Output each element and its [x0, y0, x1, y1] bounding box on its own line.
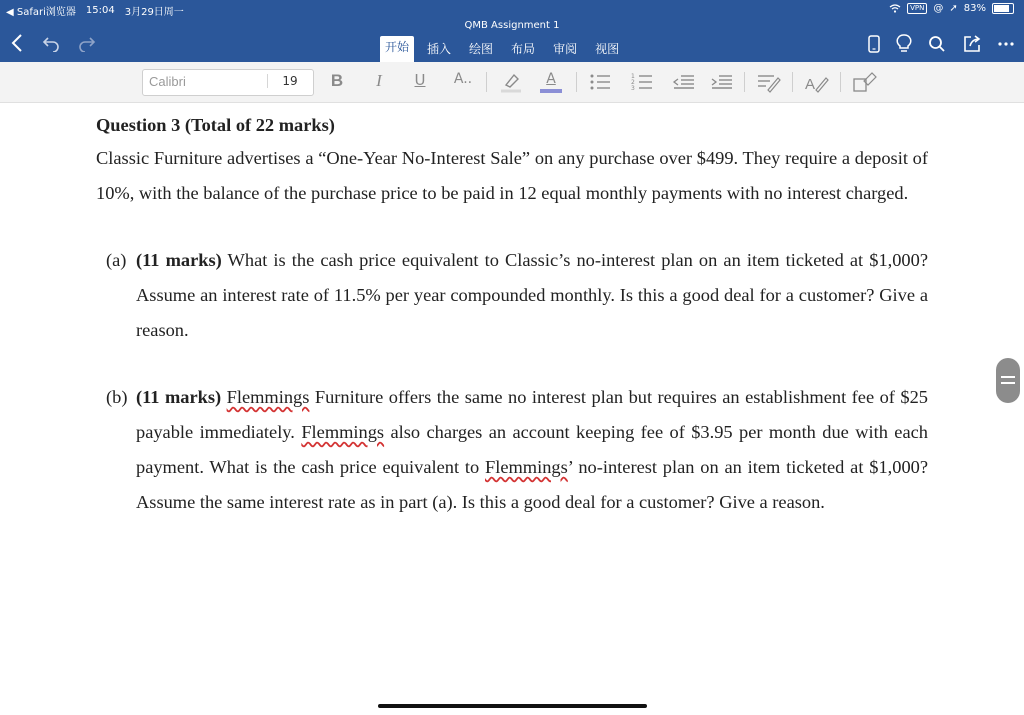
back-to-app-link[interactable]: ◀ Safari浏览器	[6, 7, 76, 18]
italic-button[interactable]: I	[376, 71, 382, 90]
spelling-flag[interactable]: Flemmings	[485, 457, 568, 477]
numbered-list-icon[interactable]	[630, 71, 654, 93]
text-styles-icon[interactable]	[804, 71, 830, 93]
svg-text:3: 3	[631, 85, 635, 92]
phone-layout-icon[interactable]	[868, 35, 880, 53]
tab-draw[interactable]: 绘图	[469, 42, 494, 56]
svg-text:A: A	[805, 76, 816, 93]
status-bar	[0, 0, 1024, 20]
part-a-text: What is the cash price equivalent to Classic’s no-interest plan on an item ticketed at $1,000? Assume an interest rate of 11.5% per year compounded monthly. Is this a good deal for a customer? Give a reason.	[136, 250, 928, 340]
tab-review[interactable]: 审阅	[553, 42, 578, 56]
font-size-field[interactable]: 19	[267, 74, 312, 88]
increase-indent-icon[interactable]	[710, 71, 734, 93]
app-header	[0, 0, 1024, 62]
undo-icon[interactable]	[42, 34, 60, 52]
part-b-text: Furniture offers the same no interest plan but requires an establishment fee of $25 payable immediately.	[136, 387, 928, 442]
font-color-button[interactable]	[538, 71, 564, 93]
location-icon: @	[933, 3, 944, 14]
navigation-icon: ➚	[949, 3, 958, 14]
font-selector[interactable]	[142, 69, 314, 96]
toolbar-divider	[792, 72, 793, 92]
question-title: Question 3 (Total of 22 marks)	[96, 115, 335, 135]
part-b-text: ’ no-interest plan on an item ticketed at $1,000? Assume the same interest rate as in part (a). Is this a good deal for a customer? Give a reason.	[136, 457, 928, 512]
toolbar-divider	[576, 72, 577, 92]
tab-insert[interactable]: 插入	[427, 42, 452, 56]
scroll-handle[interactable]	[996, 358, 1020, 403]
part-b-marks: (11 marks)	[136, 387, 222, 407]
part-a-marks: (11 marks)	[136, 250, 222, 270]
svg-text:2: 2	[631, 79, 635, 86]
toolbar-divider	[486, 72, 487, 92]
clear-formatting-icon[interactable]	[852, 71, 878, 93]
toolbar-divider	[744, 72, 745, 92]
wifi-icon	[889, 4, 901, 13]
part-b-text: also charges an account keeping fee of $3.95 per month due with each payment. What is the cash price equivalent to	[136, 422, 928, 477]
decrease-indent-icon[interactable]	[672, 71, 696, 93]
font-color-bar	[540, 89, 562, 93]
document-title: QMB Assignment 1	[464, 20, 560, 31]
spelling-flag[interactable]: Flemmings	[226, 387, 310, 407]
part-b	[96, 380, 928, 520]
vpn-badge: VPN	[907, 3, 927, 14]
part-a	[96, 243, 928, 348]
share-icon[interactable]	[962, 35, 982, 53]
lightbulb-icon[interactable]	[896, 34, 912, 54]
tab-home[interactable]: 开始	[380, 36, 414, 62]
battery-fill	[994, 5, 1009, 12]
scroll-grip-line	[1001, 382, 1015, 384]
battery-icon	[992, 3, 1014, 14]
highlighter-icon[interactable]	[498, 71, 524, 93]
home-indicator[interactable]	[378, 704, 647, 708]
spelling-flag[interactable]: Flemmings	[301, 422, 385, 442]
status-time: 15:04	[85, 5, 115, 16]
svg-text:1: 1	[631, 73, 635, 80]
formatting-toolbar	[0, 62, 1024, 103]
toolbar-divider	[840, 72, 841, 92]
part-a-label: (a)	[106, 250, 127, 270]
part-b-label: (b)	[106, 387, 128, 407]
battery-percent: 83%	[963, 3, 986, 14]
bold-button[interactable]: B	[330, 71, 344, 90]
tab-layout[interactable]: 布局	[511, 42, 536, 56]
document-page[interactable]	[96, 112, 928, 520]
font-name-field[interactable]: Calibri	[149, 74, 186, 89]
underline-button[interactable]: U	[414, 71, 426, 89]
question-intro: Classic Furniture advertises a “One-Year No-Interest Sale” on any purchase over $499. They require a deposit of 10%, with the balance of the purchase price to be paid in 12 equal monthly payments with no interest charged.	[96, 148, 928, 203]
tab-view[interactable]: 视图	[595, 42, 620, 56]
more-icon[interactable]	[998, 41, 1014, 47]
status-date: 3月29日周一	[124, 7, 184, 18]
font-color-letter: A	[546, 71, 556, 87]
paragraph-style-icon[interactable]	[756, 71, 782, 93]
redo-icon[interactable]	[78, 34, 96, 52]
bullet-list-icon[interactable]	[588, 71, 612, 93]
scroll-grip-line	[1001, 376, 1015, 378]
ribbon-tabs	[380, 38, 624, 62]
back-icon[interactable]	[10, 33, 24, 53]
search-icon[interactable]	[928, 35, 946, 53]
text-size-button[interactable]: A..	[453, 71, 473, 87]
